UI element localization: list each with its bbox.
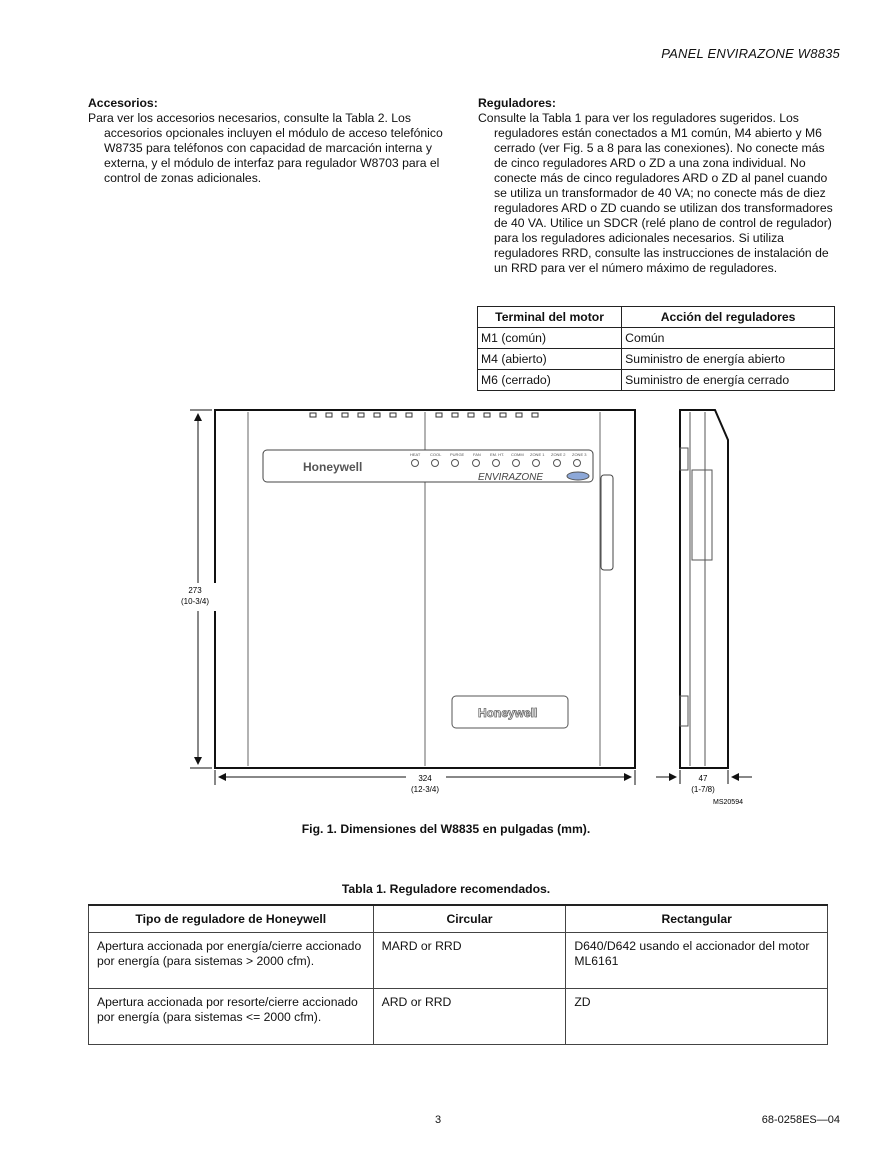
table-caption: Tabla 1. Reguladore recomendados.	[341, 882, 551, 896]
led-label: COMM	[511, 452, 524, 457]
page-number: 3	[434, 1114, 442, 1126]
led-label: EM. HT.	[490, 452, 505, 457]
column-header: Tipo de reguladore de Honeywell	[89, 905, 374, 933]
table-cell: ARD or RRD	[373, 989, 566, 1045]
figure-caption: Fig. 1. Dimensiones del W8835 en pulgadas (mm).	[301, 822, 591, 836]
brand-badge: Honeywell	[478, 706, 538, 720]
led-label: FAN	[473, 452, 481, 457]
width-in-label: (12-3/4)	[410, 785, 440, 794]
regulators-heading: Reguladores:	[478, 96, 556, 110]
height-mm-label: 273	[188, 586, 202, 595]
led-label: ZONE 1	[530, 452, 545, 457]
column-header: Acción del reguladores	[622, 307, 835, 328]
panel-front-view	[215, 410, 635, 768]
width-mm-label: 324	[418, 774, 432, 783]
running-header: PANEL ENVIRAZONE W8835	[661, 46, 840, 61]
accessories-section	[88, 96, 448, 186]
table-row	[478, 328, 835, 349]
regulators-body: Consulte la Tabla 1 para ver los reguladores sugeridos. Los reguladores están conectados a M1 común, M4 abierto y M6 cerrado (ver Fig. 5 a 8 para las conexiones). No conecte más de cinco reguladores ARD o ZD a una zona individual. No conecte más de cinco reguladores ARD o ZD al panel cuando se utiliza un transformador de 40 VA; no conecte más de diez reguladores ARD o ZD cuando se utilizan dos transformadores de 40 VA. Utilice un SDCR (relé plano de control de regulador) para los reguladores adicionales necesarios. Si utiliza reguladores RRD, consulte las instrucciones de instalación de un RRD para ver el número máximo de reguladores.	[478, 111, 833, 275]
depth-in-label: (1-7/8)	[691, 785, 715, 794]
motor-terminal-table	[477, 306, 835, 391]
column-header: Circular	[373, 905, 566, 933]
height-in-label: (10-3/4)	[180, 597, 210, 606]
column-header: Terminal del motor	[478, 307, 622, 328]
table-cell: ZD	[566, 989, 828, 1045]
depth-dimension	[656, 770, 752, 806]
table-row	[89, 989, 828, 1045]
figure-id: MS20594	[713, 799, 743, 806]
table-cell: Suministro de energía abierto	[622, 349, 835, 370]
led-label: COOL	[430, 452, 442, 457]
carrier-badge-icon	[567, 472, 589, 480]
panel-drawing	[160, 400, 780, 812]
table-cell: M4 (abierto)	[478, 349, 622, 370]
panel-side-view	[680, 410, 728, 768]
table-row	[478, 349, 835, 370]
table-header-row	[89, 905, 828, 933]
table-row	[89, 933, 828, 989]
led-label: PURGE	[450, 452, 465, 457]
width-dimension	[215, 770, 635, 796]
led-label: HEAT	[410, 452, 421, 457]
door-latch	[601, 475, 613, 570]
led-label: ZONE 2	[551, 452, 566, 457]
product-logo: ENVIRAZONE	[478, 472, 544, 483]
table-cell: Común	[622, 328, 835, 349]
table-cell: Apertura accionada por resorte/cierre accionado por energía (para sistemas <= 2000 cfm).	[89, 989, 374, 1045]
document-code: 68-0258ES—04	[761, 1114, 840, 1126]
regulators-section	[478, 96, 840, 276]
table-cell: M6 (cerrado)	[478, 370, 622, 391]
accessories-heading: Accesorios:	[88, 96, 158, 110]
depth-mm-label: 47	[698, 774, 708, 783]
panel-dimension-figure	[160, 400, 780, 812]
brand-logo: Honeywell	[303, 460, 363, 474]
led-label: ZONE 3	[572, 452, 587, 457]
table-cell: MARD or RRD	[373, 933, 566, 989]
table-cell: D640/D642 usando el accionador del motor ML6161	[566, 933, 828, 989]
table-cell: M1 (común)	[478, 328, 622, 349]
table-cell: Apertura accionada por energía/cierre accionado por energía (para sistemas > 2000 cfm).	[89, 933, 374, 989]
recommended-regulators-table	[88, 904, 828, 1045]
column-header: Rectangular	[566, 905, 828, 933]
table-header-row	[478, 307, 835, 328]
table-row	[478, 370, 835, 391]
height-dimension	[174, 410, 218, 768]
table-cell: Suministro de energía cerrado	[622, 370, 835, 391]
accessories-body: Para ver los accesorios necesarios, consulte la Tabla 2. Los accesorios opcionales incluyen el módulo de acceso telefónico W8735 para teléfonos con capacidad de marcación interna y externa, y el módulo de interfaz para regulador W8703 para el control de zonas adicionales.	[88, 111, 443, 185]
